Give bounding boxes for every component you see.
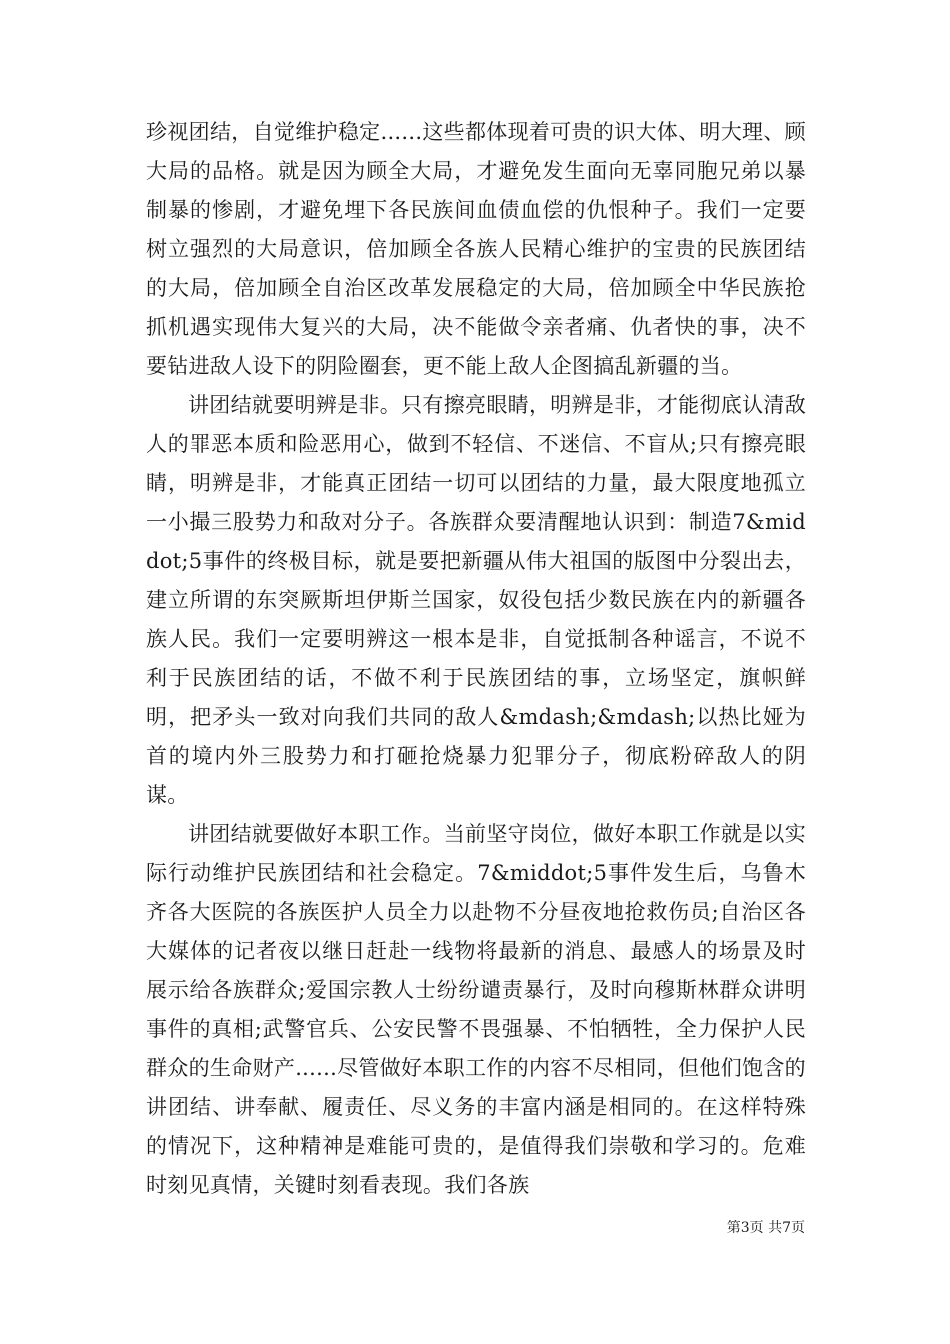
paragraph-distinguish-right-wrong: 讲团结就要明辨是非。只有擦亮眼睛，明辨是非，才能彻底认清敌人的罪恶本质和险恶用心，做到不轻信、不迷信、不盲从;只有擦亮眼睛，明辨是非，才能真正团结一切可以团结的力量，最大限度地孤立一小撮三股势力和敌对分子。各族群众要清醒地认识到：制造7&middot;5事件的终极目标，就是要把新疆从伟大祖国的版图中分裂出去，建立所谓的东突厥斯坦伊斯兰国家，奴役包括少数民族在内的新疆各族人民。我们一定要明辨这一根本是非，自觉抵制各种谣言，不说不利于民族团结的话，不做不利于民族团结的事，立场坚定，旗帜鲜明，把矛头一致对向我们共同的敌人&mdash;&mdash;以热比娅为首的境内外三股势力和打砸抢烧暴力犯罪分子，彻底粉碎敌人的阴谋。: [146, 393, 806, 807]
paragraph-do-job-well: 讲团结就要做好本职工作。当前坚守岗位，做好本职工作就是以实际行动维护民族团结和社会稳定。7&middot;5事件发生后，乌鲁木齐各大医院的各族医护人员全力以赴物不分昼夜地抢救伤员;自治区各大媒体的记者夜以继日赶赴一线物将最新的消息、最感人的场景及时展示给各族群众;爱国宗教人士纷纷谴责暴行，及时向穆斯林群众讲明事件的真相;武警官兵、公安民警不畏强暴、不怕牺牲，全力保护人民群众的生命财产......尽管做好本职工作的内容不尽相同，但他们饱含的讲团结、讲奉献、履责任、尽义务的丰富内涵是相同的。在这样特殊的情况下，这种精神是难能可贵的，是值得我们崇敬和学习的。危难时刻见真情，关键时刻看表现。我们各族: [146, 822, 806, 1197]
paragraph-continuation: 珍视团结，自觉维护稳定......这些都体现着可贵的识大体、明大理、顾大局的品格。就是因为顾全大局，才避免发生面向无辜同胞兄弟以暴制暴的惨剧，才避免埋下各民族间血债血偿的仇恨种子。我们一定要树立强烈的大局意识，倍加顾全各族人民精心维护的宝贵的民族团结的大局，倍加顾全自治区改革发展稳定的大局，倍加顾全中华民族抢抓机遇实现伟大复兴的大局，决不能做令亲者痛、仇者快的事，决不要钻进敌人设下的阴险圈套，更不能上敌人企图搞乱新疆的当。: [146, 120, 806, 378]
document-body: [146, 113, 806, 1205]
page-number-footer: 第3页 共7页: [726, 1220, 805, 1236]
